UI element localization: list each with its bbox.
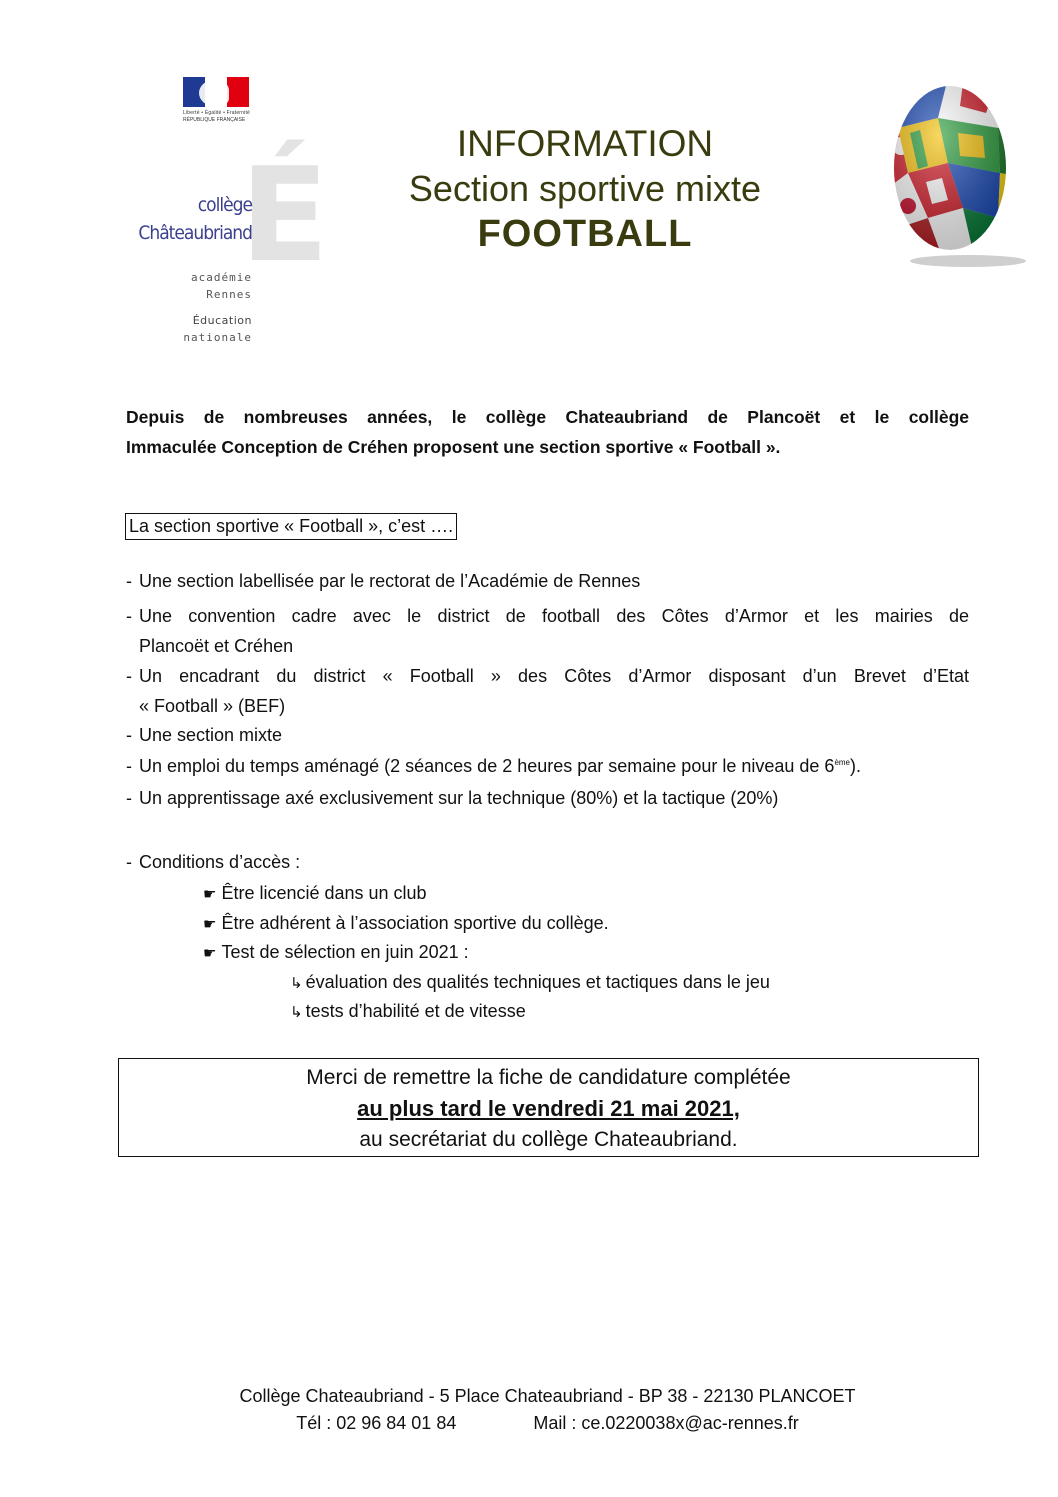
title-information: INFORMATION	[456, 123, 714, 164]
list-item	[126, 783, 969, 813]
college-logo-line2: Châteaubriand	[138, 222, 252, 244]
bullet-text: Une section mixte	[139, 725, 283, 745]
bullet-dash: -	[126, 725, 132, 745]
bullet-text: Un encadrant du district « Football » des Côtes d’Armor disposant d’un Brevet d’Etat	[139, 666, 969, 686]
college-logo-line1: collège	[197, 194, 252, 216]
college-logo-line4: Rennes	[206, 288, 252, 301]
title-section: Section sportive mixte	[408, 168, 762, 209]
arrow-down-right-icon: ↳	[290, 974, 303, 992]
deadline-line1: Merci de remettre la fiche de candidature complétée	[306, 1066, 791, 1089]
bullet-dash: -	[126, 852, 132, 872]
condition-item	[203, 908, 609, 939]
bullet-dash: -	[126, 756, 132, 776]
deadline-box	[118, 1058, 979, 1157]
pointing-hand-icon: ☛	[203, 944, 217, 962]
title-football: FOOTBALL	[477, 213, 693, 255]
college-logo	[138, 139, 329, 350]
condition-text: Être adhérent à l’association sportive du collège.	[221, 913, 609, 933]
section-heading: La section sportive « Football », c’est ….	[125, 513, 457, 540]
list-item	[126, 661, 969, 721]
bullet-text: Une section labellisée par le rectorat de l’Académie de Rennes	[139, 571, 641, 591]
conditions-title: Conditions d’accès :	[139, 852, 301, 872]
marianne-flag-icon	[183, 77, 249, 107]
republique-francaise-logo	[183, 77, 253, 132]
pointing-hand-icon: ☛	[203, 915, 217, 933]
condition-subitem	[290, 996, 526, 1027]
intro-paragraph	[126, 402, 969, 462]
bullet-text: Une convention cadre avec le district de football des Côtes d’Armor et les mairies de	[139, 606, 969, 626]
college-logo-line5: Éducation	[192, 314, 252, 327]
list-item	[126, 601, 969, 661]
college-logo-line3: académie	[191, 271, 252, 284]
deadline-date: au plus tard le vendredi 21 mai 2021,	[357, 1096, 740, 1121]
superscript-eme: ème	[834, 758, 850, 767]
conditions-heading	[126, 847, 969, 877]
list-item	[126, 751, 969, 781]
college-logo-line6: nationale	[183, 331, 252, 344]
condition-text: Test de sélection en juin 2021 :	[221, 942, 469, 962]
bullet-dash: -	[126, 666, 132, 686]
list-item	[126, 566, 969, 596]
republic-name: RÉPUBLIQUE FRANÇAISE	[183, 117, 246, 123]
condition-item	[203, 878, 427, 909]
deadline-line3: au secrétariat du collège Chateaubriand.	[359, 1128, 738, 1151]
bullet-dash: -	[126, 571, 132, 591]
footer-mail: Mail : ce.0220038x@ac-rennes.fr	[533, 1413, 799, 1433]
bullet-dash: -	[126, 788, 132, 808]
subitem-text: évaluation des qualités techniques et tactiques dans le jeu	[305, 972, 770, 992]
e-accent-icon: É	[240, 139, 329, 291]
condition-item	[203, 937, 469, 968]
footer-phone: Tél : 02 96 84 01 84	[296, 1413, 457, 1433]
intro-line1: Depuis de nombreuses années, le collège Chateaubriand de Plancoët et le collège	[126, 407, 969, 427]
republic-motto: Liberté • Égalité • Fraternité	[183, 110, 251, 116]
arrow-down-right-icon: ↳	[290, 1003, 303, 1021]
footer	[150, 1383, 945, 1437]
bullet-text-continued: Plancoët et Créhen	[139, 636, 294, 656]
intro-line2: Immaculée Conception de Créhen proposent une section sportive « Football ».	[126, 437, 781, 457]
bullet-text: Un apprentissage axé exclusivement sur la technique (80%) et la tactique (20%)	[139, 788, 779, 808]
list-item	[126, 720, 969, 750]
bullet-dash: -	[126, 606, 132, 626]
bullet-text-end: ).	[850, 756, 861, 776]
page-title	[360, 125, 810, 253]
bullet-text-continued: « Football » (BEF)	[139, 696, 286, 716]
condition-text: Être licencié dans un club	[221, 883, 427, 903]
bullet-text: Un emploi du temps aménagé (2 séances de 2 heures par semaine pour le niveau de 6	[139, 756, 835, 776]
condition-subitem	[290, 967, 770, 998]
flag-football-ball-icon	[868, 78, 1028, 273]
footer-address: Collège Chateaubriand - 5 Place Chateaubriand - BP 38 - 22130 PLANCOET	[239, 1386, 856, 1406]
pointing-hand-icon: ☛	[203, 885, 217, 903]
subitem-text: tests d’habilité et de vitesse	[305, 1001, 526, 1021]
